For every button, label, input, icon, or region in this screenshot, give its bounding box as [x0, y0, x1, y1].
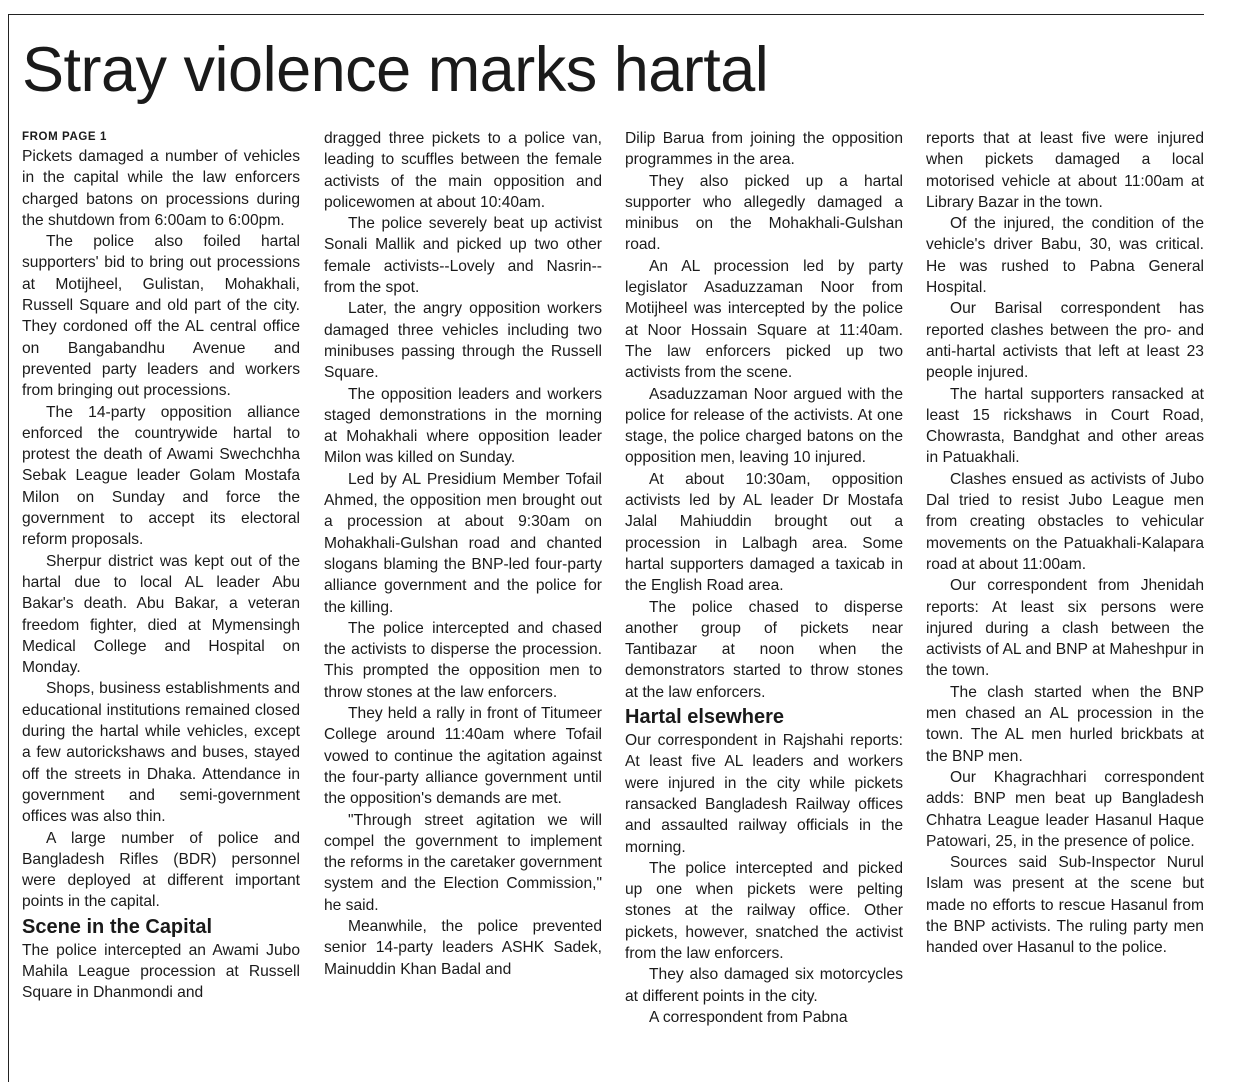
- paragraph: The opposition leaders and workers staged demonstrations in the morning at Mohakhali where opposition leader Milon was killed on Sunday.: [324, 385, 602, 467]
- paragraph: An AL procession led by party legislator Asaduzzaman Noor from Motijheel was intercepted by the police at Noor Hossain Square at 11:40am. The law enforcers picked up two activists from the scene.: [625, 257, 903, 382]
- subhead-scene-in-capital: Scene in the Capital: [22, 915, 213, 938]
- paragraph: The police severely beat up activist Sonali Mallik and picked up two other female activists--Lovely and Nasrin--from the spot.: [324, 215, 602, 297]
- subhead-hartal-elsewhere: Hartal elsewhere: [625, 706, 784, 729]
- paragraph: Dilip Barua from joining the opposition programmes in the area.: [625, 130, 903, 169]
- paragraph: "Through street agitation we will compel the government to implement the reforms in the caretaker government system and the Election Commission," he said.: [324, 811, 602, 914]
- paragraph: Asaduzzaman Noor argued with the police for release of the activists. At one stage, the police charged batons on the opposition men, leaving 10 injured.: [625, 385, 903, 467]
- paragraph: Our correspondent from Jhenidah reports: At least six persons were injured during a clash between the activists of AL and BNP at Maheshpur in the town.: [926, 577, 1204, 680]
- paragraph: Our Barisal correspondent has reported clashes between the pro- and anti-hartal activists that left at least 23 people injured.: [926, 300, 1204, 382]
- paragraph: The police intercepted and chased the activists to disperse the procession. This prompted the opposition men to throw stones at the law enforcers.: [324, 619, 602, 701]
- paragraph: Of the injured, the condition of the vehicle's driver Babu, 30, was critical. He was rushed to Pabna General Hospital.: [926, 215, 1204, 297]
- paragraph: The clash started when the BNP men chased an AL procession in the town. The AL men hurled brickbats at the BNP men.: [926, 683, 1204, 765]
- paragraph: Pickets damaged a number of vehicles in the capital while the law enforcers charged batons on processions during the shutdown from 6:00am to 6:00pm.: [22, 148, 300, 229]
- paragraph: A large number of police and Bangladesh Rifles (BDR) personnel were deployed at different important points in the capital.: [22, 829, 300, 911]
- paragraph: They also picked up a hartal supporter who allegedly damaged a minibus on the Mohakhali-Gulshan road.: [625, 172, 903, 254]
- headline: Stray violence marks hartal: [22, 35, 769, 105]
- paragraph: Led by AL Presidium Member Tofail Ahmed, the opposition men brought out a procession at about 9:30am on Mohakhali-Gulshan road and chanted slogans blaming the BNP-led four-party alliance government and the police for the killing.: [324, 470, 602, 616]
- paragraph: The 14-party opposition alliance enforced the countrywide hartal to protest the death of Awami Swechchha Sebak League leader Golam Mostafa Milon on Sunday and force the government to accept its electoral reform proposals.: [22, 403, 300, 549]
- left-rule: [8, 14, 9, 1082]
- paragraph: reports that at least five were injured when pickets damaged a local motorised vehicle at about 11:00am at Library Bazar in the town.: [926, 130, 1204, 211]
- paragraph: The hartal supporters ransacked at least 15 rickshaws in Court Road, Chowrasta, Bandghat and other areas in Patuakhali.: [926, 385, 1204, 467]
- paragraph: Clashes ensued as activists of Jubo Dal tried to resist Jubo League men from creating obstacles to vehicular movements on the Patuakhali-Kalapara road at about 11:00am.: [926, 470, 1204, 573]
- paragraph: They also damaged six motorcycles at different points in the city.: [625, 966, 903, 1005]
- paragraph: The police intercepted an Awami Jubo Mahila League procession at Russell Square in Dhanmondi and: [22, 941, 300, 1002]
- paragraph: At about 10:30am, opposition activists led by AL leader Dr Mostafa Jalal Mahiuddin brought out a procession in Lalbagh area. Some hartal supporters damaged a taxicab in the English Road area.: [625, 470, 903, 595]
- paragraph: They held a rally in front of Titumeer College around 11:40am where Tofail vowed to continue the agitation against the four-party alliance government until the opposition's demands are met.: [324, 705, 602, 808]
- paragraph: Our correspondent in Rajshahi reports: At least five AL leaders and workers were injured in the city while pickets ransacked Bangladesh Railway offices and assaulted railway officials in the morning.: [625, 732, 903, 856]
- paragraph: Meanwhile, the police prevented senior 14-party leaders ASHK Sadek, Mainuddin Khan Badal and: [324, 917, 602, 978]
- paragraph: Later, the angry opposition workers damaged three vehicles including two minibuses passing through the Russell Square.: [324, 300, 602, 382]
- paragraph: The police intercepted and picked up one when pickets were pelting stones at the railway office. Other pickets, however, snatched the activist from the law enforcers.: [625, 859, 903, 962]
- paragraph: The police also foiled hartal supporters' bid to bring out processions at Motijheel, Gulistan, Mohakhali, Russell Square and old part of the city. They cordoned off the AL central office on Bangabandhu Avenue and prevented party leaders and workers from bringing out processions.: [22, 233, 300, 400]
- paragraph: Shops, business establishments and educational institutions remained closed during the hartal while vehicles, except a few autorickshaws and buses, stayed off the streets in Dhaka. Attendance in government and semi-government offices was also thin.: [22, 680, 300, 826]
- paragraph: dragged three pickets to a police van, leading to scuffles between the female activists of the main opposition and policewomen at about 10:40am.: [324, 130, 602, 211]
- top-rule: [8, 14, 1204, 15]
- paragraph: Sherpur district was kept out of the hartal due to local AL leader Abu Bakar's death. Abu Bakar, a veteran freedom fighter, died at Mymensingh Medical College and Hospital on Monday.: [22, 552, 300, 677]
- paragraph: A correspondent from Pabna: [649, 1008, 848, 1026]
- column-1: [22, 128, 300, 1082]
- paragraph: Sources said Sub-Inspector Nurul Islam was present at the scene but made no efforts to rescue Hasanul from the BNP activists. The ruling party men handed over Hasanul to the police.: [926, 854, 1204, 957]
- column-4: [926, 128, 1204, 1082]
- paragraph: Our Khagrachhari correspondent adds: BNP men beat up Bangladesh Chhatra League leader Hasanul Haque Patowari, 25, in the presence of police.: [926, 768, 1204, 850]
- kicker: FROM PAGE 1: [22, 131, 107, 143]
- paragraph: The police chased to disperse another group of pickets near Tantibazar at noon when the demonstrators started to throw stones at the law enforcers.: [625, 598, 903, 701]
- column-3: [625, 128, 903, 1082]
- column-2: [324, 128, 602, 1082]
